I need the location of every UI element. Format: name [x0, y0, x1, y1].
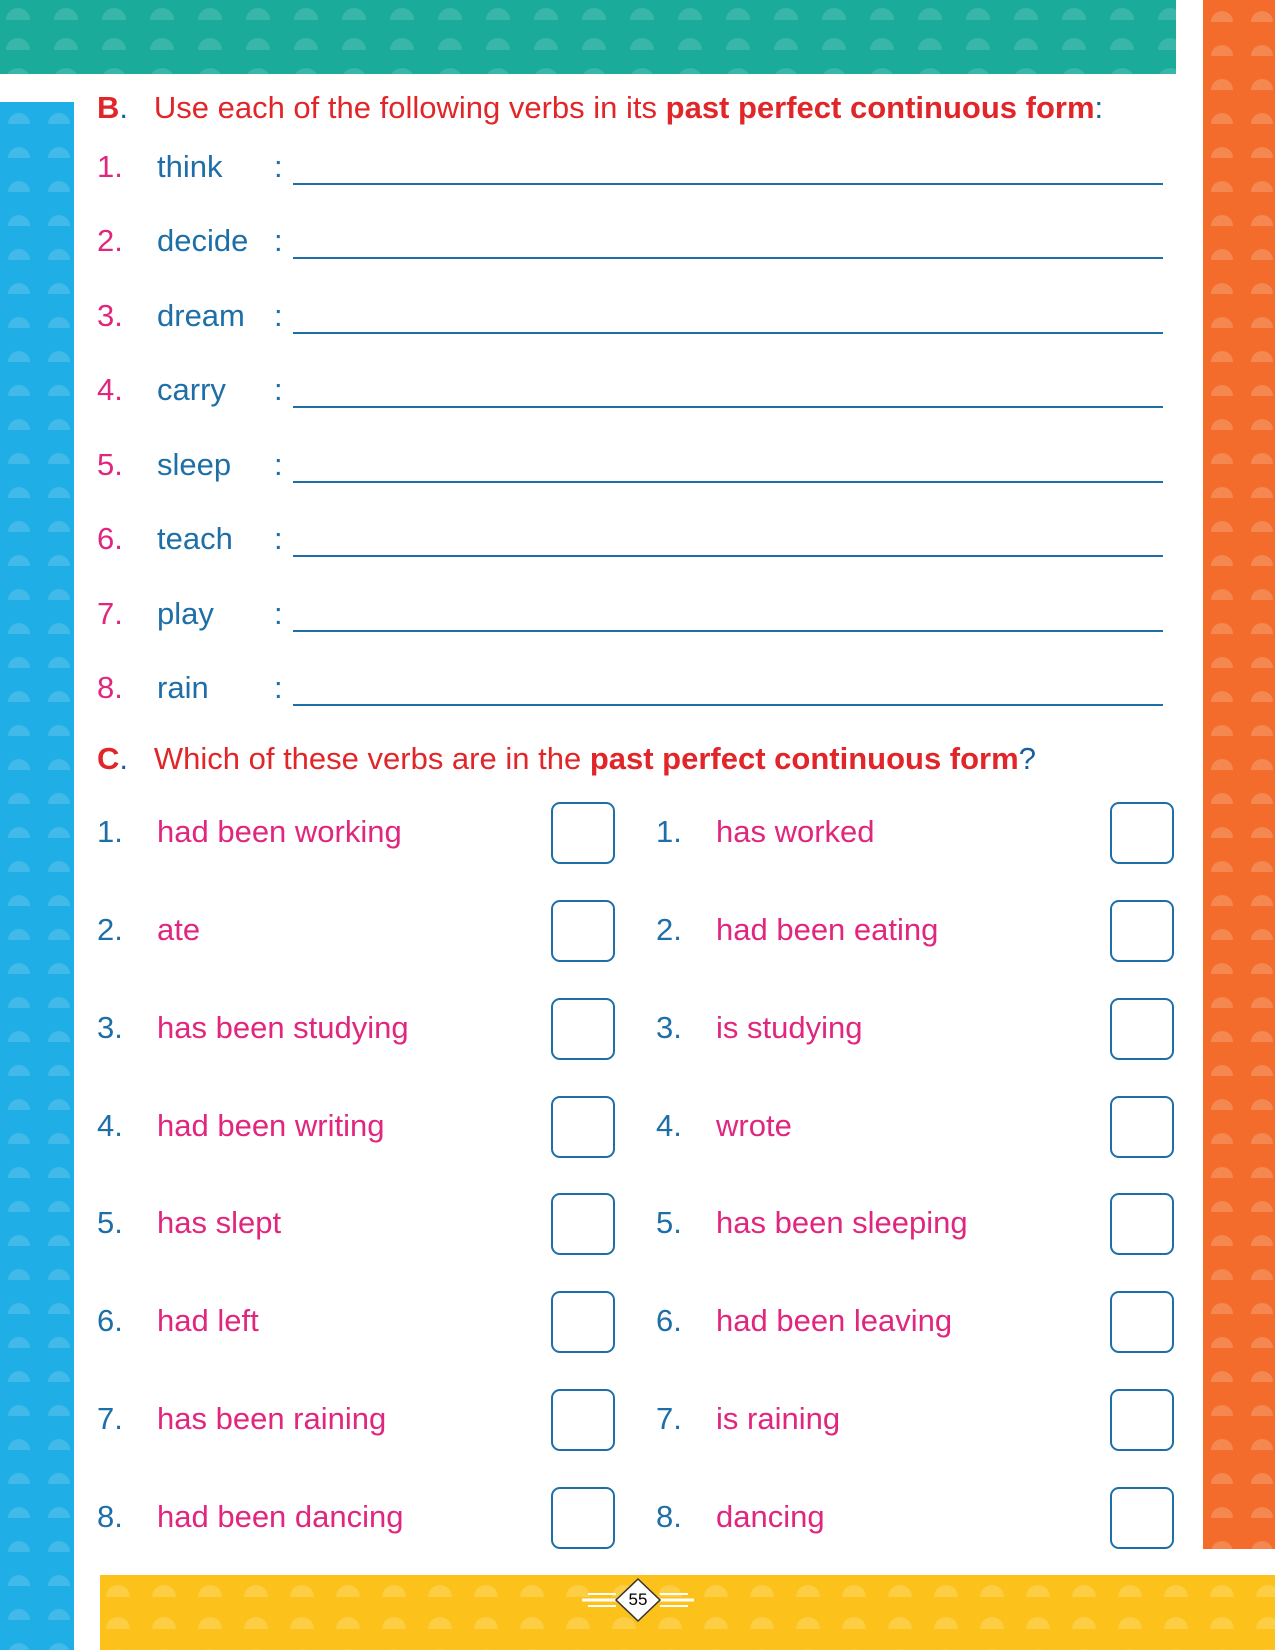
verb-row	[97, 372, 1167, 422]
answer-line[interactable]	[293, 630, 1163, 632]
answer-line[interactable]	[293, 183, 1163, 185]
item-number: 6.	[656, 1303, 682, 1338]
answer-line[interactable]	[293, 257, 1163, 259]
verb-option: has been sleeping	[716, 1205, 968, 1240]
answer-checkbox[interactable]	[1110, 1487, 1174, 1549]
answer-checkbox[interactable]	[551, 1389, 615, 1451]
colon: :	[274, 521, 283, 556]
answer-checkbox[interactable]	[551, 1487, 615, 1549]
section-c-heading: C. Which of these verbs are in the past perfect continuous form?	[97, 741, 1036, 776]
colon: :	[274, 447, 283, 482]
verb-row	[97, 149, 1167, 199]
item-number: 6.	[97, 1303, 123, 1338]
colon: :	[274, 670, 283, 705]
verb-option: ate	[157, 912, 201, 947]
option-row	[656, 1387, 1181, 1457]
colon: :	[274, 149, 283, 184]
verb-label: decide	[157, 223, 249, 258]
verb-label: rain	[157, 670, 209, 705]
item-number: 1.	[97, 149, 123, 184]
verb-row	[97, 447, 1167, 497]
item-number: 4.	[656, 1108, 682, 1143]
option-row	[656, 1191, 1181, 1261]
option-row	[97, 1094, 622, 1164]
verb-option: had been writing	[157, 1108, 385, 1143]
option-row	[97, 1485, 622, 1555]
item-number: 4.	[97, 1108, 123, 1143]
verb-label: teach	[157, 521, 233, 556]
answer-checkbox[interactable]	[551, 1291, 615, 1353]
item-number: 3.	[97, 298, 123, 333]
answer-checkbox[interactable]	[1110, 998, 1174, 1060]
section-c-end-punct: ?	[1018, 741, 1036, 776]
section-c-letter: C	[97, 741, 120, 776]
verb-label: think	[157, 149, 223, 184]
option-row	[97, 800, 622, 870]
answer-line[interactable]	[293, 481, 1163, 483]
colon: :	[274, 298, 283, 333]
section-b-heading: B. Use each of the following verbs in its past perfect continuous form:	[97, 90, 1104, 125]
verb-label: sleep	[157, 447, 232, 482]
section-b-instruction: Use each of the following verbs in its	[153, 90, 658, 125]
answer-checkbox[interactable]	[1110, 1193, 1174, 1255]
verb-option: had left	[157, 1303, 259, 1338]
verb-option: had been eating	[716, 912, 939, 947]
answer-line[interactable]	[293, 332, 1163, 334]
item-number: 2.	[97, 223, 123, 258]
option-row	[97, 1387, 622, 1457]
answer-line[interactable]	[293, 555, 1163, 557]
item-number: 5.	[656, 1205, 682, 1240]
item-number: 1.	[97, 814, 123, 849]
verb-label: play	[157, 596, 214, 631]
colon: :	[274, 596, 283, 631]
answer-line[interactable]	[293, 406, 1163, 408]
item-number: 7.	[97, 1401, 123, 1436]
option-row	[97, 1191, 622, 1261]
colon: :	[274, 223, 283, 258]
verb-row	[97, 223, 1167, 273]
item-number: 5.	[97, 447, 123, 482]
option-row	[656, 898, 1181, 968]
option-row	[656, 1094, 1181, 1164]
option-row	[656, 1485, 1181, 1555]
verb-option: has been raining	[157, 1401, 387, 1436]
verb-option: has slept	[157, 1205, 282, 1240]
item-number: 8.	[97, 1499, 123, 1534]
section-c-emphasis: past perfect continuous form	[589, 741, 1019, 776]
verb-option: dancing	[716, 1499, 825, 1534]
verb-label: carry	[157, 372, 226, 407]
answer-checkbox[interactable]	[1110, 1291, 1174, 1353]
item-number: 4.	[97, 372, 123, 407]
verb-label: dream	[157, 298, 245, 333]
item-number: 7.	[656, 1401, 682, 1436]
option-row	[656, 1289, 1181, 1359]
answer-checkbox[interactable]	[1110, 1096, 1174, 1158]
verb-option: had been dancing	[157, 1499, 404, 1534]
option-row	[97, 898, 622, 968]
right-decorative-band	[1203, 0, 1275, 1549]
item-number: 8.	[97, 670, 123, 705]
answer-line[interactable]	[293, 704, 1163, 706]
verb-option: has been studying	[157, 1010, 409, 1045]
page-number: 55	[628, 1590, 648, 1609]
section-b-letter: B	[97, 90, 120, 125]
option-row	[97, 1289, 622, 1359]
section-b-emphasis: past perfect continuous form	[665, 90, 1095, 125]
answer-checkbox[interactable]	[551, 802, 615, 864]
verb-row	[97, 521, 1167, 571]
option-row	[656, 996, 1181, 1066]
item-number: 6.	[97, 521, 123, 556]
verb-option: is raining	[716, 1401, 841, 1436]
left-decorative-band	[0, 102, 74, 1650]
verb-row	[97, 596, 1167, 646]
item-number: 2.	[97, 912, 123, 947]
answer-checkbox[interactable]	[1110, 900, 1174, 962]
section-c-instruction: Which of these verbs are in the	[153, 741, 582, 776]
answer-checkbox[interactable]	[551, 1193, 615, 1255]
top-decorative-band	[0, 0, 1176, 74]
verb-option: had been leaving	[716, 1303, 953, 1338]
section-b-end-punct: :	[1094, 90, 1104, 125]
item-number: 3.	[656, 1010, 682, 1045]
item-number: 7.	[97, 596, 123, 631]
answer-checkbox[interactable]	[551, 1096, 615, 1158]
verb-option: had been working	[157, 814, 402, 849]
item-number: 1.	[656, 814, 682, 849]
verb-option: wrote	[716, 1108, 792, 1143]
answer-checkbox[interactable]	[1110, 1389, 1174, 1451]
verb-option: is studying	[716, 1010, 863, 1045]
item-number: 2.	[656, 912, 682, 947]
answer-checkbox[interactable]	[1110, 802, 1174, 864]
item-number: 8.	[656, 1499, 682, 1534]
answer-checkbox[interactable]	[551, 900, 615, 962]
answer-checkbox[interactable]	[551, 998, 615, 1060]
item-number: 5.	[97, 1205, 123, 1240]
option-row	[97, 996, 622, 1066]
verb-option: has worked	[716, 814, 875, 849]
option-row	[656, 800, 1181, 870]
item-number: 3.	[97, 1010, 123, 1045]
verb-row	[97, 670, 1167, 720]
colon: :	[274, 372, 283, 407]
verb-row	[97, 298, 1167, 348]
